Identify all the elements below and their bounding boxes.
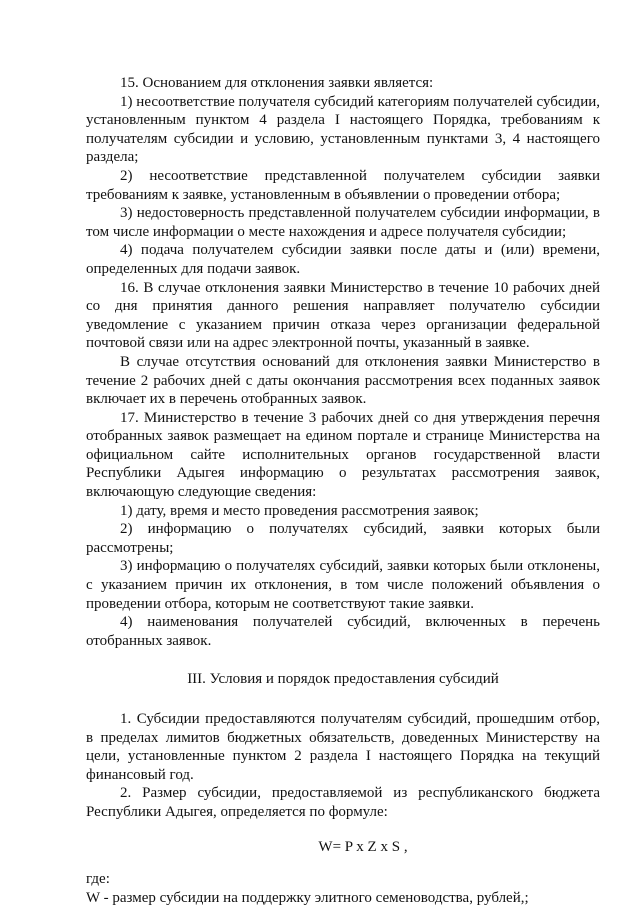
paragraph-15-item-1: 1) несоответствие получателя субсидий категориям получателей субсидии, установленным пунктом 4 раздела I настоящего Порядка, требованиям к получателям субсидии и условию, установленным пунктами 3, 4 настоящего раздела;: [86, 93, 600, 166]
paragraph-17-item-1: 1) дату, время и место проведения рассмотрения заявок;: [120, 502, 479, 519]
paragraph-17-item-4: 4) наименования получателей субсидий, включенных в перечень отобранных заявок.: [86, 614, 600, 649]
paragraph-17-item-2: 2) информацию о получателях субсидий, заявки которых были рассмотрены;: [86, 521, 600, 556]
procedure-text-part2: [86, 710, 600, 822]
paragraph-15-item-3: 3) недостоверность представленной получателем субсидии информации, в том числе информации о месте нахождения и адресе получателя субсидии;: [86, 205, 600, 240]
section-3-paragraph-1: 1. Субсидии предоставляются получателям субсидий, прошедшим отбор, в пределах лимитов бюджетных обязательств, доведенных Министерству на цели, установленные пунктом 2 раздела I настоящего Порядка на текущий финансовый год.: [86, 711, 600, 783]
where-label: где:: [86, 871, 110, 888]
paragraph-15-item-2: 2) несоответствие представленной получателем субсидии заявки требованиям к заявке, установленным в объявлении о проведении отбора;: [86, 167, 600, 203]
section-title: III. Условия и порядок предоставления субсидий: [187, 671, 499, 688]
paragraph-17: 17. Министерство в течение 3 рабочих дней со дня утверждения перечня отобранных заявок размещает на едином портале и странице Министерства на официальном сайте исполнительных органов государственной власти Республики Адыгея информацию о результатах рассмотрения заявок, включающую следующие сведения:: [86, 409, 600, 501]
paragraph-16-continued: В случае отсутствия оснований для отклонения заявки Министерство в течение 2 рабочих дней с даты окончания рассмотрения всех поданных заявок включает их в перечень отобранных заявок.: [86, 353, 600, 408]
paragraph-16: 16. В случае отклонения заявки Министерство в течение 10 рабочих дней со дня принятия данного решения направляет получателю субсидии уведомление с указанием причин отказа через организации федеральной почтовой связи или на адрес электронной почты, указанный в заявке.: [86, 279, 600, 352]
procedure-text-part1: [86, 74, 600, 650]
paragraph-17-item-3: 3) информацию о получателях субсидий, заявки которых были отклонены, с указанием причин их отклонения, в том числе положений объявления о проведении отбора, которым не соответствуют такие заявки.: [86, 558, 600, 612]
subsidy-formula: W= P x Z x S ,: [318, 838, 408, 855]
paragraph-15-heading: 15. Основанием для отклонения заявки является:: [120, 75, 434, 91]
definition-w: W - размер субсидии на поддержку элитного семеноводства, рублей,;: [86, 889, 529, 906]
paragraph-15-item-4: 4) подача получателем субсидии заявки после даты и (или) времени, определенных для подачи заявок.: [86, 242, 600, 277]
section-3-paragraph-2: 2. Размер субсидии, предоставляемой из республиканского бюджета Республики Адыгея, определяется по формуле:: [86, 785, 600, 820]
